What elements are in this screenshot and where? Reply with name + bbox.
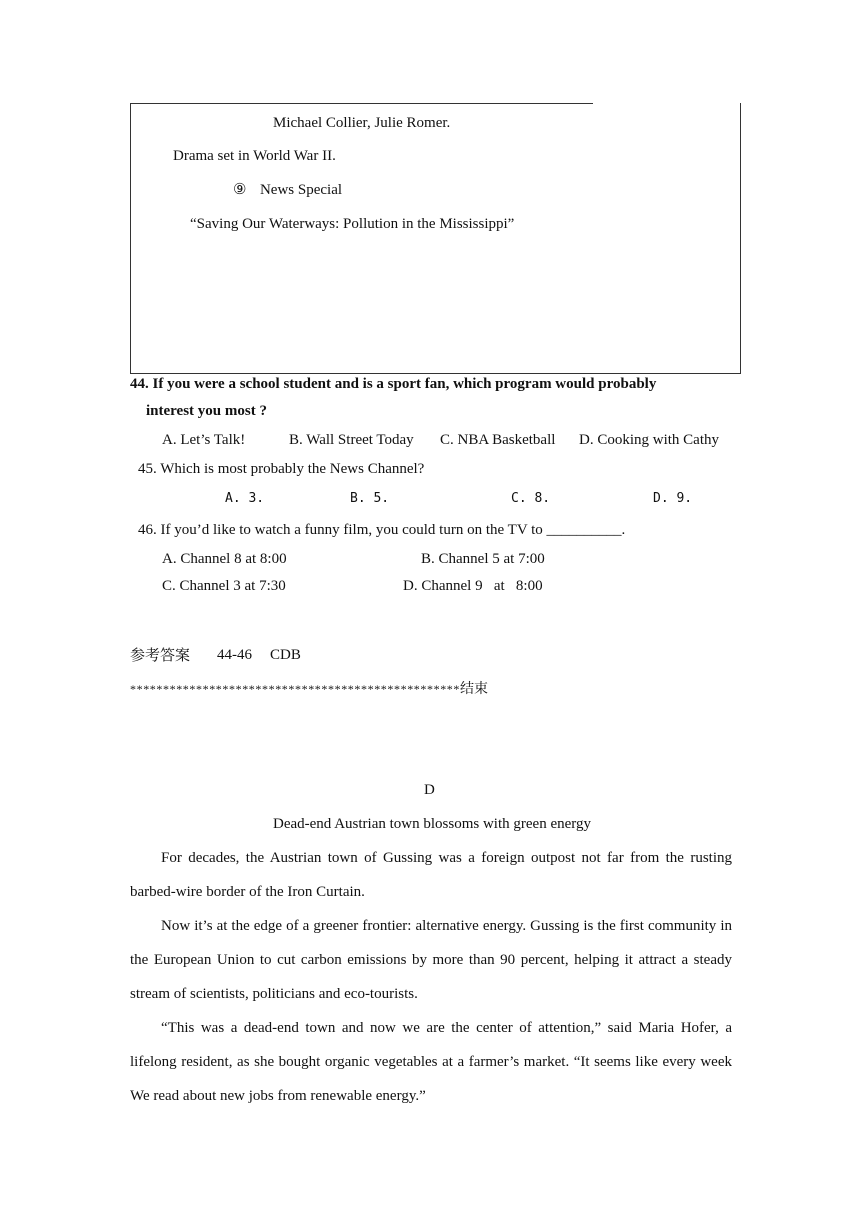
q44-option-c: C. NBA Basketball	[440, 432, 556, 448]
q45-option-c: C. 8.	[511, 491, 551, 506]
passage-paragraph-1: For decades, the Austrian town of Gussing was a foreign outpost not far from the rusting barbed-wire border of the Iron Curtain.	[130, 850, 732, 900]
q46-option-a: A. Channel 8 at 8:00	[162, 551, 287, 567]
listing-cast: Michael Collier, Julie Romer.	[273, 115, 451, 131]
answer-label: 参考答案	[130, 646, 191, 664]
question-44-line2: interest you most ?	[146, 403, 267, 419]
answer-value: CDB	[270, 647, 301, 663]
end-marker-stars: **************************************************	[130, 682, 460, 696]
q44-option-b: B. Wall Street Today	[289, 432, 414, 448]
passage-paragraph-2: Now it’s at the edge of a greener frontier: alternative energy. Gussing is the first community in the European Union to cut carbon emissions by more than 90 percent, helping it attract a steady stream of scientists, politicians and eco-tourists.	[130, 918, 732, 1002]
q45-option-d: D. 9.	[653, 491, 693, 506]
q44-option-d: D. Cooking with Cathy	[579, 432, 720, 448]
q46-option-d: D. Channel 9 at 8:00	[403, 578, 543, 594]
listing-box-right-border	[740, 103, 741, 373]
q46-stem-text: 46. If you’d like to watch a funny film, you could turn on the TV to	[138, 522, 543, 538]
listing-box-left-border	[130, 103, 131, 373]
answer-range: 44-46	[217, 647, 252, 663]
q46-answer-blank: __________	[546, 522, 622, 538]
question-45-stem: 45. Which is most probably the News Channel?	[138, 461, 425, 477]
q45-option-a: A. 3.	[225, 491, 265, 506]
listing-program-title: “Saving Our Waterways: Pollution in the Mississippi”	[190, 216, 515, 232]
question-46-stem	[138, 523, 625, 538]
listing-program-heading	[233, 183, 342, 198]
q46-stem-end: .	[621, 522, 626, 538]
end-marker-text: 结束	[460, 681, 488, 697]
listing-box-top-border	[130, 103, 593, 104]
end-marker	[130, 682, 488, 696]
passage-title: Dead-end Austrian town blossoms with green energy	[273, 816, 591, 832]
listing-box-bottom-border	[130, 373, 741, 374]
passage-section-letter: D	[424, 782, 435, 798]
passage-paragraph-3: “This was a dead-end town and now we are the center of attention,” said Maria Hofer, a lifelong resident, as she bought organic vegetables at a farmer’s market. “It seems like every week We read about new jobs from renewable energy.”	[130, 1020, 732, 1104]
listing-description: Drama set in World War II.	[173, 148, 336, 164]
q46-option-c: C. Channel 3 at 7:30	[162, 578, 286, 594]
q45-option-b: B. 5.	[350, 491, 390, 506]
question-44-line1: 44. If you were a school student and is a sport fan, which program would probably	[130, 376, 657, 392]
program-number: ⑨	[233, 182, 247, 198]
program-name: News Special	[259, 182, 343, 198]
q46-option-b: B. Channel 5 at 7:00	[421, 551, 545, 567]
q44-option-a: A. Let’s Talk!	[162, 432, 246, 448]
